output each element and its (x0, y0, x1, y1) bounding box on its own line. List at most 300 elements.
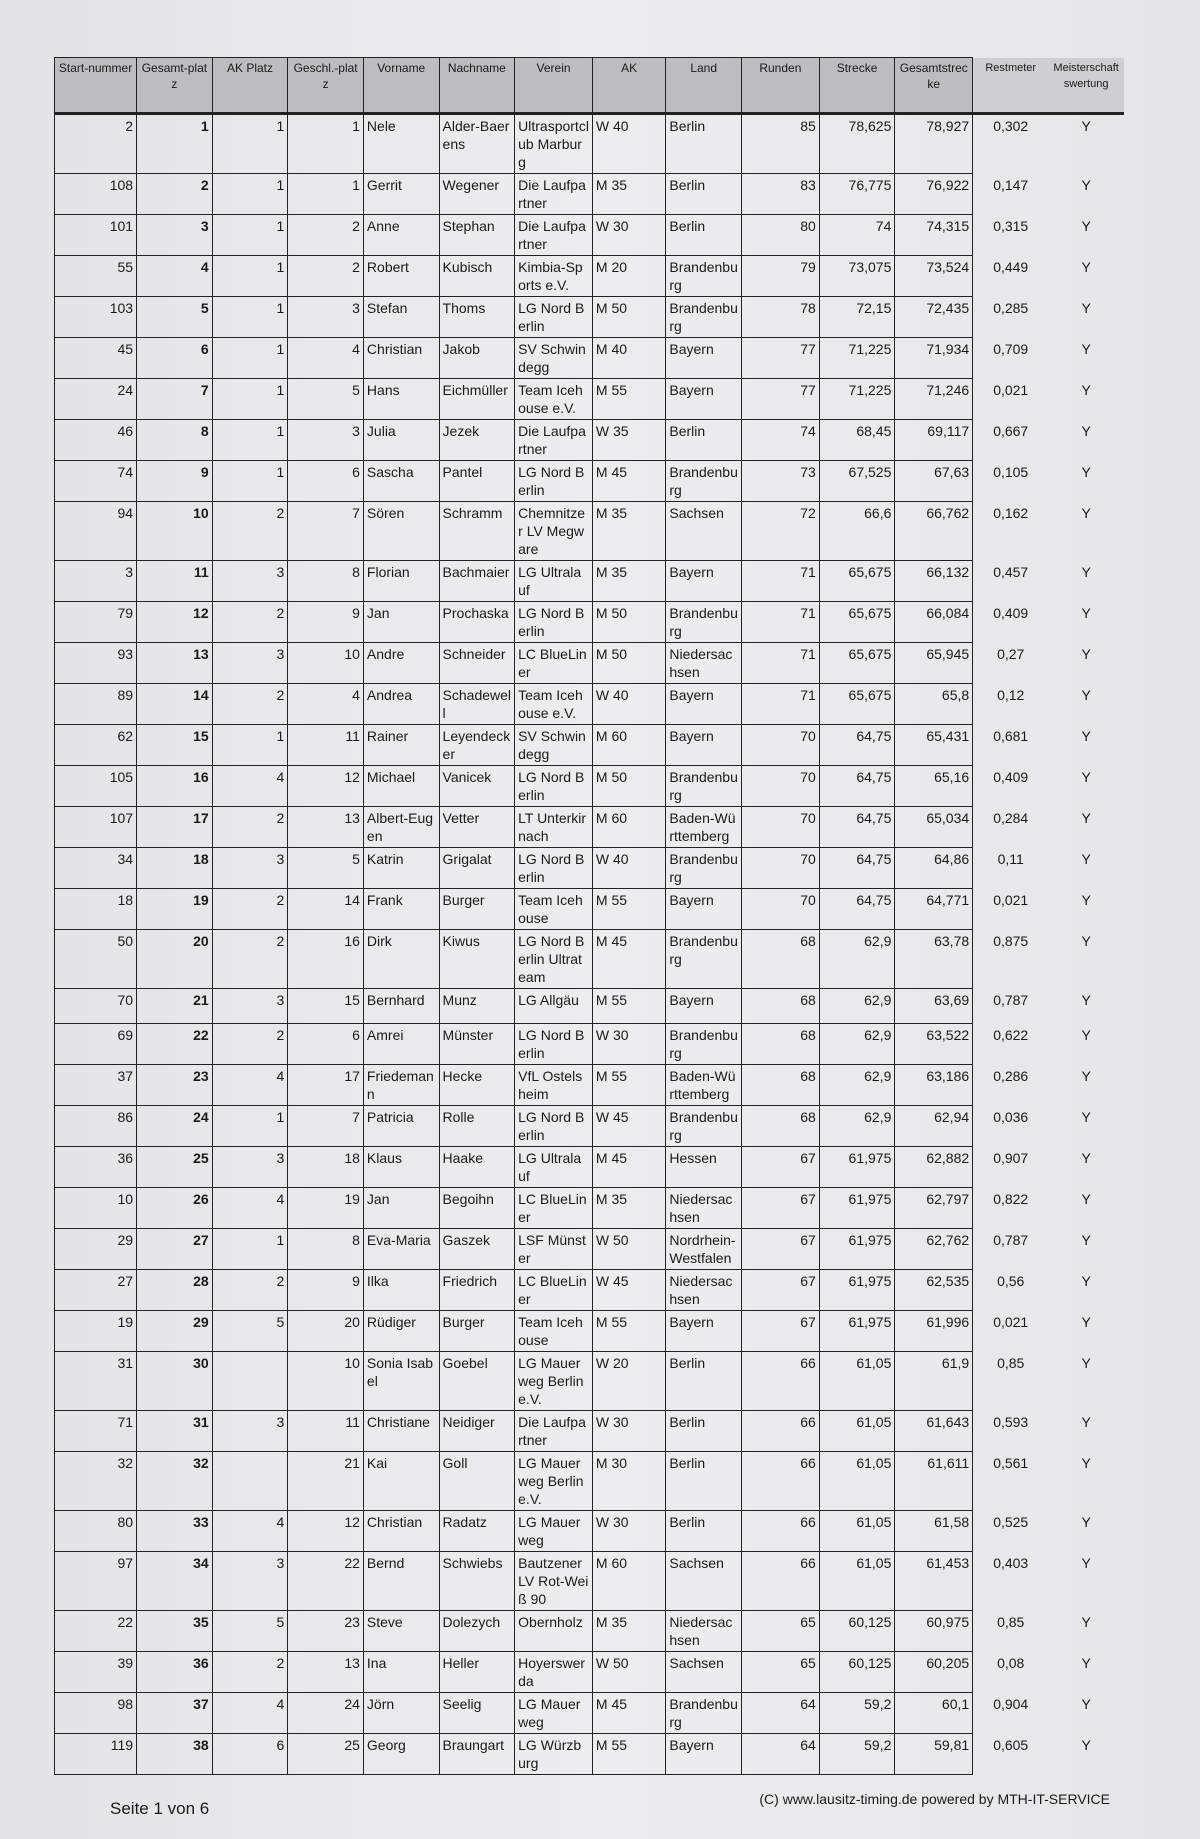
cell-first-name: Sonia Isabel (363, 1352, 439, 1411)
cell-ak-place (212, 1452, 288, 1511)
cell-total-distance: 76,922 (895, 174, 973, 215)
cell-remaining-meters: 0,907 (993, 1149, 1029, 1166)
cell-overall-place: 1 (137, 114, 213, 174)
cell-gender-place: 7 (288, 1106, 364, 1147)
cell-club: Ultrasportclub Marburg (515, 114, 593, 174)
cell-remaining-meters: 0,409 (993, 604, 1029, 621)
cell-state: Brandenburg (666, 461, 742, 502)
cell-state: Brandenburg (666, 848, 742, 889)
cell-first-name: Bernd (363, 1552, 439, 1611)
cell-ak-place: 1 (212, 215, 288, 256)
cell-start-number: 55 (55, 256, 137, 297)
cell-start-number: 39 (55, 1652, 137, 1693)
cell-last-name: Vetter (439, 807, 515, 848)
cell-club: LC BlueLiner (515, 643, 593, 684)
cell-total-distance: 71,934 (895, 338, 973, 379)
cell-remaining-meters: 0,787 (993, 991, 1029, 1008)
cell-laps: 68 (741, 930, 819, 989)
cell-state: Bayern (666, 1311, 742, 1352)
cell-distance: 65,675 (819, 684, 895, 725)
table-row (55, 174, 1125, 215)
cell-total-distance: 64,86 (895, 848, 973, 889)
cell-laps: 68 (741, 1024, 819, 1065)
cell-overall-place: 30 (137, 1352, 213, 1411)
cell-overall-place: 10 (137, 502, 213, 561)
cell-gender-place: 15 (288, 989, 364, 1024)
cell-first-name: Georg (363, 1734, 439, 1775)
cell-championship-flag: Y (1081, 1554, 1091, 1571)
cell-overall-place: 24 (137, 1106, 213, 1147)
table-row (55, 561, 1125, 602)
cell-ak-place: 1 (212, 420, 288, 461)
cell-total-distance: 65,034 (895, 807, 973, 848)
cell-distance: 61,05 (819, 1411, 895, 1452)
cell-start-number: 94 (55, 502, 137, 561)
cell-distance: 62,9 (819, 1106, 895, 1147)
header-total-distance: Gesamtstrecke (895, 58, 973, 114)
cell-age-class: M 45 (592, 461, 665, 502)
table-row (55, 1411, 1125, 1452)
cell-start-number: 70 (55, 989, 137, 1024)
cell-club: Chemnitzer LV Megware (515, 502, 593, 561)
cell-remaining-meters: 0,787 (993, 1231, 1029, 1248)
cell-club: LG Nord Berlin (515, 766, 593, 807)
cell-laps: 71 (741, 561, 819, 602)
cell-total-distance: 61,9 (895, 1352, 973, 1411)
cell-overall-place: 13 (137, 643, 213, 684)
cell-ak-place: 3 (212, 643, 288, 684)
cell-club: LG Allgäu (515, 989, 593, 1024)
cell-start-number: 36 (55, 1147, 137, 1188)
cell-last-name: Burger (439, 1311, 515, 1352)
table-row (55, 766, 1125, 807)
cell-distance: 74 (819, 215, 895, 256)
cell-total-distance: 67,63 (895, 461, 973, 502)
cell-state: Brandenburg (666, 1106, 742, 1147)
cell-gender-place: 4 (288, 338, 364, 379)
cell-remaining-meters: 0,409 (993, 768, 1029, 785)
cell-championship-flag: Y (1081, 686, 1091, 703)
cell-championship-flag: Y (1081, 463, 1091, 480)
cell-age-class: M 35 (592, 174, 665, 215)
cell-total-distance: 65,945 (895, 643, 973, 684)
cell-first-name: Christian (363, 1511, 439, 1552)
cell-laps: 80 (741, 215, 819, 256)
table-row (55, 1652, 1125, 1693)
cell-distance: 62,9 (819, 989, 895, 1024)
cell-distance: 71,225 (819, 338, 895, 379)
cell-start-number: 101 (55, 215, 137, 256)
cell-distance: 62,9 (819, 1024, 895, 1065)
cell-state: Brandenburg (666, 1024, 742, 1065)
cell-distance: 61,05 (819, 1352, 895, 1411)
cell-state: Bayern (666, 379, 742, 420)
cell-gender-place: 25 (288, 1734, 364, 1775)
cell-age-class: M 35 (592, 561, 665, 602)
cell-last-name: Leyendecker (439, 725, 515, 766)
header-first-name: Vorname (363, 58, 439, 114)
table-row (55, 1352, 1125, 1411)
cell-remaining-meters: 0,681 (993, 727, 1029, 744)
cell-laps: 70 (741, 725, 819, 766)
cell-gender-place: 16 (288, 930, 364, 989)
cell-state: Bayern (666, 889, 742, 930)
table-row (55, 1311, 1125, 1352)
cell-club: LC BlueLiner (515, 1270, 593, 1311)
cell-first-name: Jan (363, 602, 439, 643)
header-overall-place: Gesamt-platz (137, 58, 213, 114)
cell-age-class: M 60 (592, 1552, 665, 1611)
cell-overall-place: 26 (137, 1188, 213, 1229)
cell-first-name: Ina (363, 1652, 439, 1693)
cell-overall-place: 29 (137, 1311, 213, 1352)
header-start-number: Start-nummer (55, 58, 137, 114)
cell-club: LC BlueLiner (515, 1188, 593, 1229)
cell-overall-place: 22 (137, 1024, 213, 1065)
cell-age-class: W 45 (592, 1270, 665, 1311)
cell-overall-place: 15 (137, 725, 213, 766)
header-age-class: AK (592, 58, 665, 114)
cell-total-distance: 62,797 (895, 1188, 973, 1229)
cell-club: SV Schwindegg (515, 338, 593, 379)
cell-start-number: 80 (55, 1511, 137, 1552)
cell-first-name: Patricia (363, 1106, 439, 1147)
cell-state: Brandenburg (666, 930, 742, 989)
cell-overall-place: 27 (137, 1229, 213, 1270)
cell-age-class: W 50 (592, 1652, 665, 1693)
cell-ak-place: 1 (212, 725, 288, 766)
cell-start-number: 10 (55, 1188, 137, 1229)
cell-championship-flag: Y (1081, 381, 1091, 398)
cell-distance: 64,75 (819, 889, 895, 930)
cell-distance: 64,75 (819, 807, 895, 848)
table-row (55, 1511, 1125, 1552)
cell-first-name: Katrin (363, 848, 439, 889)
cell-state: Hessen (666, 1147, 742, 1188)
cell-gender-place: 12 (288, 1511, 364, 1552)
cell-gender-place: 2 (288, 256, 364, 297)
cell-first-name: Sören (363, 502, 439, 561)
cell-remaining-meters: 0,315 (993, 217, 1029, 234)
cell-ak-place: 3 (212, 1411, 288, 1452)
table-row (55, 889, 1125, 930)
cell-overall-place: 4 (137, 256, 213, 297)
page-number: Seite 1 von 6 (110, 1799, 210, 1818)
cell-start-number: 105 (55, 766, 137, 807)
cell-age-class: W 40 (592, 848, 665, 889)
cell-state: Berlin (666, 114, 742, 174)
cell-total-distance: 62,762 (895, 1229, 973, 1270)
cell-remaining-meters: 0,56 (997, 1272, 1025, 1289)
cell-championship-flag: Y (1081, 1026, 1091, 1043)
cell-last-name: Gaszek (439, 1229, 515, 1270)
cell-distance: 64,75 (819, 725, 895, 766)
cell-ak-place: 3 (212, 989, 288, 1024)
cell-state: Niedersachsen (666, 1188, 742, 1229)
cell-age-class: M 50 (592, 643, 665, 684)
cell-championship-flag: Y (1081, 727, 1091, 744)
cell-ak-place: 1 (212, 174, 288, 215)
cell-start-number: 45 (55, 338, 137, 379)
cell-total-distance: 61,611 (895, 1452, 973, 1511)
cell-age-class: M 50 (592, 297, 665, 338)
cell-total-distance: 63,186 (895, 1065, 973, 1106)
cell-distance: 73,075 (819, 256, 895, 297)
cell-last-name: Kiwus (439, 930, 515, 989)
header-championship-flag: Meisterschaftswertung (1048, 58, 1124, 114)
cell-championship-flag: Y (1081, 932, 1091, 949)
cell-gender-place: 17 (288, 1065, 364, 1106)
cell-distance: 65,675 (819, 602, 895, 643)
cell-remaining-meters: 0,12 (997, 686, 1025, 703)
cell-first-name: Christiane (363, 1411, 439, 1452)
table-row (55, 420, 1125, 461)
cell-distance: 72,15 (819, 297, 895, 338)
cell-state: Sachsen (666, 1652, 742, 1693)
cell-championship-flag: Y (1081, 176, 1091, 193)
cell-age-class: M 55 (592, 889, 665, 930)
cell-overall-place: 12 (137, 602, 213, 643)
cell-overall-place: 31 (137, 1411, 213, 1452)
cell-club: Die Laufpartner (515, 1411, 593, 1452)
cell-last-name: Stephan (439, 215, 515, 256)
cell-ak-place: 2 (212, 1652, 288, 1693)
cell-state: Berlin (666, 1511, 742, 1552)
cell-start-number: 74 (55, 461, 137, 502)
cell-first-name: Dirk (363, 930, 439, 989)
cell-total-distance: 74,315 (895, 215, 973, 256)
cell-championship-flag: Y (1081, 809, 1091, 826)
cell-ak-place: 1 (212, 114, 288, 174)
cell-age-class: M 45 (592, 930, 665, 989)
cell-laps: 70 (741, 766, 819, 807)
cell-overall-place: 38 (137, 1734, 213, 1775)
cell-state: Bayern (666, 561, 742, 602)
cell-total-distance: 62,882 (895, 1147, 973, 1188)
cell-laps: 79 (741, 256, 819, 297)
cell-age-class: M 50 (592, 602, 665, 643)
cell-club: LG Nord Berlin (515, 1106, 593, 1147)
cell-gender-place: 2 (288, 215, 364, 256)
cell-first-name: Andre (363, 643, 439, 684)
cell-state: Sachsen (666, 502, 742, 561)
cell-first-name: Rüdiger (363, 1311, 439, 1352)
cell-remaining-meters: 0,105 (993, 463, 1029, 480)
cell-total-distance: 72,435 (895, 297, 973, 338)
cell-last-name: Neidiger (439, 1411, 515, 1452)
cell-ak-place (212, 1352, 288, 1411)
cell-state: Berlin (666, 215, 742, 256)
table-row (55, 1229, 1125, 1270)
cell-championship-flag: Y (1081, 563, 1091, 580)
cell-start-number: 119 (55, 1734, 137, 1775)
cell-distance: 60,125 (819, 1611, 895, 1652)
page-footer (110, 1791, 1110, 1819)
cell-gender-place: 23 (288, 1611, 364, 1652)
cell-club: Die Laufpartner (515, 215, 593, 256)
cell-laps: 68 (741, 1065, 819, 1106)
table-row (55, 1552, 1125, 1611)
cell-laps: 70 (741, 848, 819, 889)
header-ak-place: AK Platz (212, 58, 288, 114)
cell-age-class: M 20 (592, 256, 665, 297)
cell-laps: 71 (741, 643, 819, 684)
cell-championship-flag: Y (1081, 1272, 1091, 1289)
cell-club: LG Nord Berlin (515, 848, 593, 889)
cell-laps: 67 (741, 1188, 819, 1229)
table-row (55, 1147, 1125, 1188)
cell-last-name: Bachmaier (439, 561, 515, 602)
cell-total-distance: 66,762 (895, 502, 973, 561)
table-row (55, 379, 1125, 420)
cell-state: Brandenburg (666, 602, 742, 643)
cell-start-number: 18 (55, 889, 137, 930)
cell-last-name: Burger (439, 889, 515, 930)
header-state: Land (666, 58, 742, 114)
cell-distance: 65,675 (819, 561, 895, 602)
cell-age-class: W 30 (592, 1411, 665, 1452)
table-row (55, 1106, 1125, 1147)
cell-club: LG Mauerweg (515, 1693, 593, 1734)
cell-total-distance: 62,94 (895, 1106, 973, 1147)
cell-start-number: 27 (55, 1270, 137, 1311)
cell-championship-flag: Y (1081, 422, 1091, 439)
cell-laps: 66 (741, 1552, 819, 1611)
cell-start-number: 86 (55, 1106, 137, 1147)
cell-ak-place: 5 (212, 1311, 288, 1352)
cell-overall-place: 16 (137, 766, 213, 807)
table-row (55, 1693, 1125, 1734)
cell-gender-place: 3 (288, 297, 364, 338)
cell-laps: 66 (741, 1511, 819, 1552)
cell-laps: 73 (741, 461, 819, 502)
cell-remaining-meters: 0,285 (993, 299, 1029, 316)
cell-laps: 74 (741, 420, 819, 461)
cell-championship-flag: Y (1081, 299, 1091, 316)
cell-gender-place: 10 (288, 1352, 364, 1411)
cell-first-name: Steve (363, 1611, 439, 1652)
cell-start-number: 89 (55, 684, 137, 725)
cell-laps: 72 (741, 502, 819, 561)
cell-last-name: Goebel (439, 1352, 515, 1411)
cell-age-class: M 60 (592, 807, 665, 848)
cell-total-distance: 60,1 (895, 1693, 973, 1734)
cell-remaining-meters: 0,11 (997, 850, 1024, 867)
cell-gender-place: 10 (288, 643, 364, 684)
cell-overall-place: 7 (137, 379, 213, 420)
cell-total-distance: 69,117 (895, 420, 973, 461)
cell-start-number: 29 (55, 1229, 137, 1270)
cell-first-name: Stefan (363, 297, 439, 338)
cell-start-number: 103 (55, 297, 137, 338)
cell-championship-flag: Y (1081, 891, 1091, 908)
cell-laps: 68 (741, 1106, 819, 1147)
table-row (55, 602, 1125, 643)
cell-club: LG Nord Berlin (515, 297, 593, 338)
cell-total-distance: 60,975 (895, 1611, 973, 1652)
footer-credit: (C) www.lausitz-timing.de powered by MTH-IT-SERVICE (759, 1791, 1110, 1807)
cell-ak-place: 1 (212, 338, 288, 379)
cell-overall-place: 32 (137, 1452, 213, 1511)
cell-first-name: Julia (363, 420, 439, 461)
cell-ak-place: 5 (212, 1611, 288, 1652)
cell-first-name: Christian (363, 338, 439, 379)
cell-gender-place: 11 (288, 1411, 364, 1452)
cell-remaining-meters: 0,449 (993, 258, 1029, 275)
cell-remaining-meters: 0,27 (997, 645, 1025, 662)
cell-total-distance: 73,524 (895, 256, 973, 297)
cell-first-name: Friedemann (363, 1065, 439, 1106)
cell-first-name: Eva-Maria (363, 1229, 439, 1270)
cell-ak-place: 2 (212, 684, 288, 725)
cell-ak-place: 2 (212, 502, 288, 561)
cell-club: LG Ultralauf (515, 561, 593, 602)
cell-last-name: Schwiebs (439, 1552, 515, 1611)
cell-ak-place: 1 (212, 379, 288, 420)
cell-championship-flag: Y (1081, 850, 1091, 867)
cell-laps: 67 (741, 1311, 819, 1352)
cell-laps: 64 (741, 1734, 819, 1775)
table-row (55, 114, 1125, 174)
table-row (55, 1024, 1125, 1065)
cell-remaining-meters: 0,85 (997, 1613, 1025, 1630)
cell-first-name: Amrei (363, 1024, 439, 1065)
cell-start-number: 37 (55, 1065, 137, 1106)
cell-total-distance: 61,996 (895, 1311, 973, 1352)
cell-age-class: M 30 (592, 1452, 665, 1511)
cell-club: Team Icehouse (515, 1311, 593, 1352)
cell-gender-place: 8 (288, 561, 364, 602)
cell-first-name: Bernhard (363, 989, 439, 1024)
cell-last-name: Grigalat (439, 848, 515, 889)
cell-gender-place: 4 (288, 684, 364, 725)
cell-distance: 68,45 (819, 420, 895, 461)
cell-ak-place: 3 (212, 1147, 288, 1188)
cell-championship-flag: Y (1081, 1413, 1091, 1430)
cell-laps: 78 (741, 297, 819, 338)
cell-laps: 65 (741, 1611, 819, 1652)
cell-laps: 67 (741, 1147, 819, 1188)
cell-age-class: M 55 (592, 379, 665, 420)
cell-remaining-meters: 0,403 (993, 1554, 1029, 1571)
cell-total-distance: 64,771 (895, 889, 973, 930)
cell-remaining-meters: 0,036 (993, 1108, 1029, 1125)
cell-championship-flag: Y (1081, 1313, 1091, 1330)
cell-last-name: Eichmüller (439, 379, 515, 420)
cell-remaining-meters: 0,709 (993, 340, 1029, 357)
cell-championship-flag: Y (1081, 1190, 1091, 1207)
cell-start-number: 98 (55, 1693, 137, 1734)
cell-distance: 59,2 (819, 1693, 895, 1734)
cell-gender-place: 18 (288, 1147, 364, 1188)
cell-total-distance: 65,431 (895, 725, 973, 766)
cell-ak-place: 1 (212, 1106, 288, 1147)
cell-championship-flag: Y (1081, 1736, 1091, 1753)
cell-start-number: 62 (55, 725, 137, 766)
header-last-name: Nachname (439, 58, 515, 114)
cell-gender-place: 13 (288, 1652, 364, 1693)
cell-laps: 66 (741, 1352, 819, 1411)
cell-laps: 85 (741, 114, 819, 174)
cell-championship-flag: Y (1081, 1513, 1091, 1530)
cell-club: LG Ultralauf (515, 1147, 593, 1188)
cell-championship-flag: Y (1081, 604, 1091, 621)
table-row (55, 1188, 1125, 1229)
cell-gender-place: 20 (288, 1311, 364, 1352)
cell-championship-flag: Y (1081, 991, 1091, 1008)
cell-club: Hoyerswerda (515, 1652, 593, 1693)
cell-remaining-meters: 0,822 (993, 1190, 1029, 1207)
